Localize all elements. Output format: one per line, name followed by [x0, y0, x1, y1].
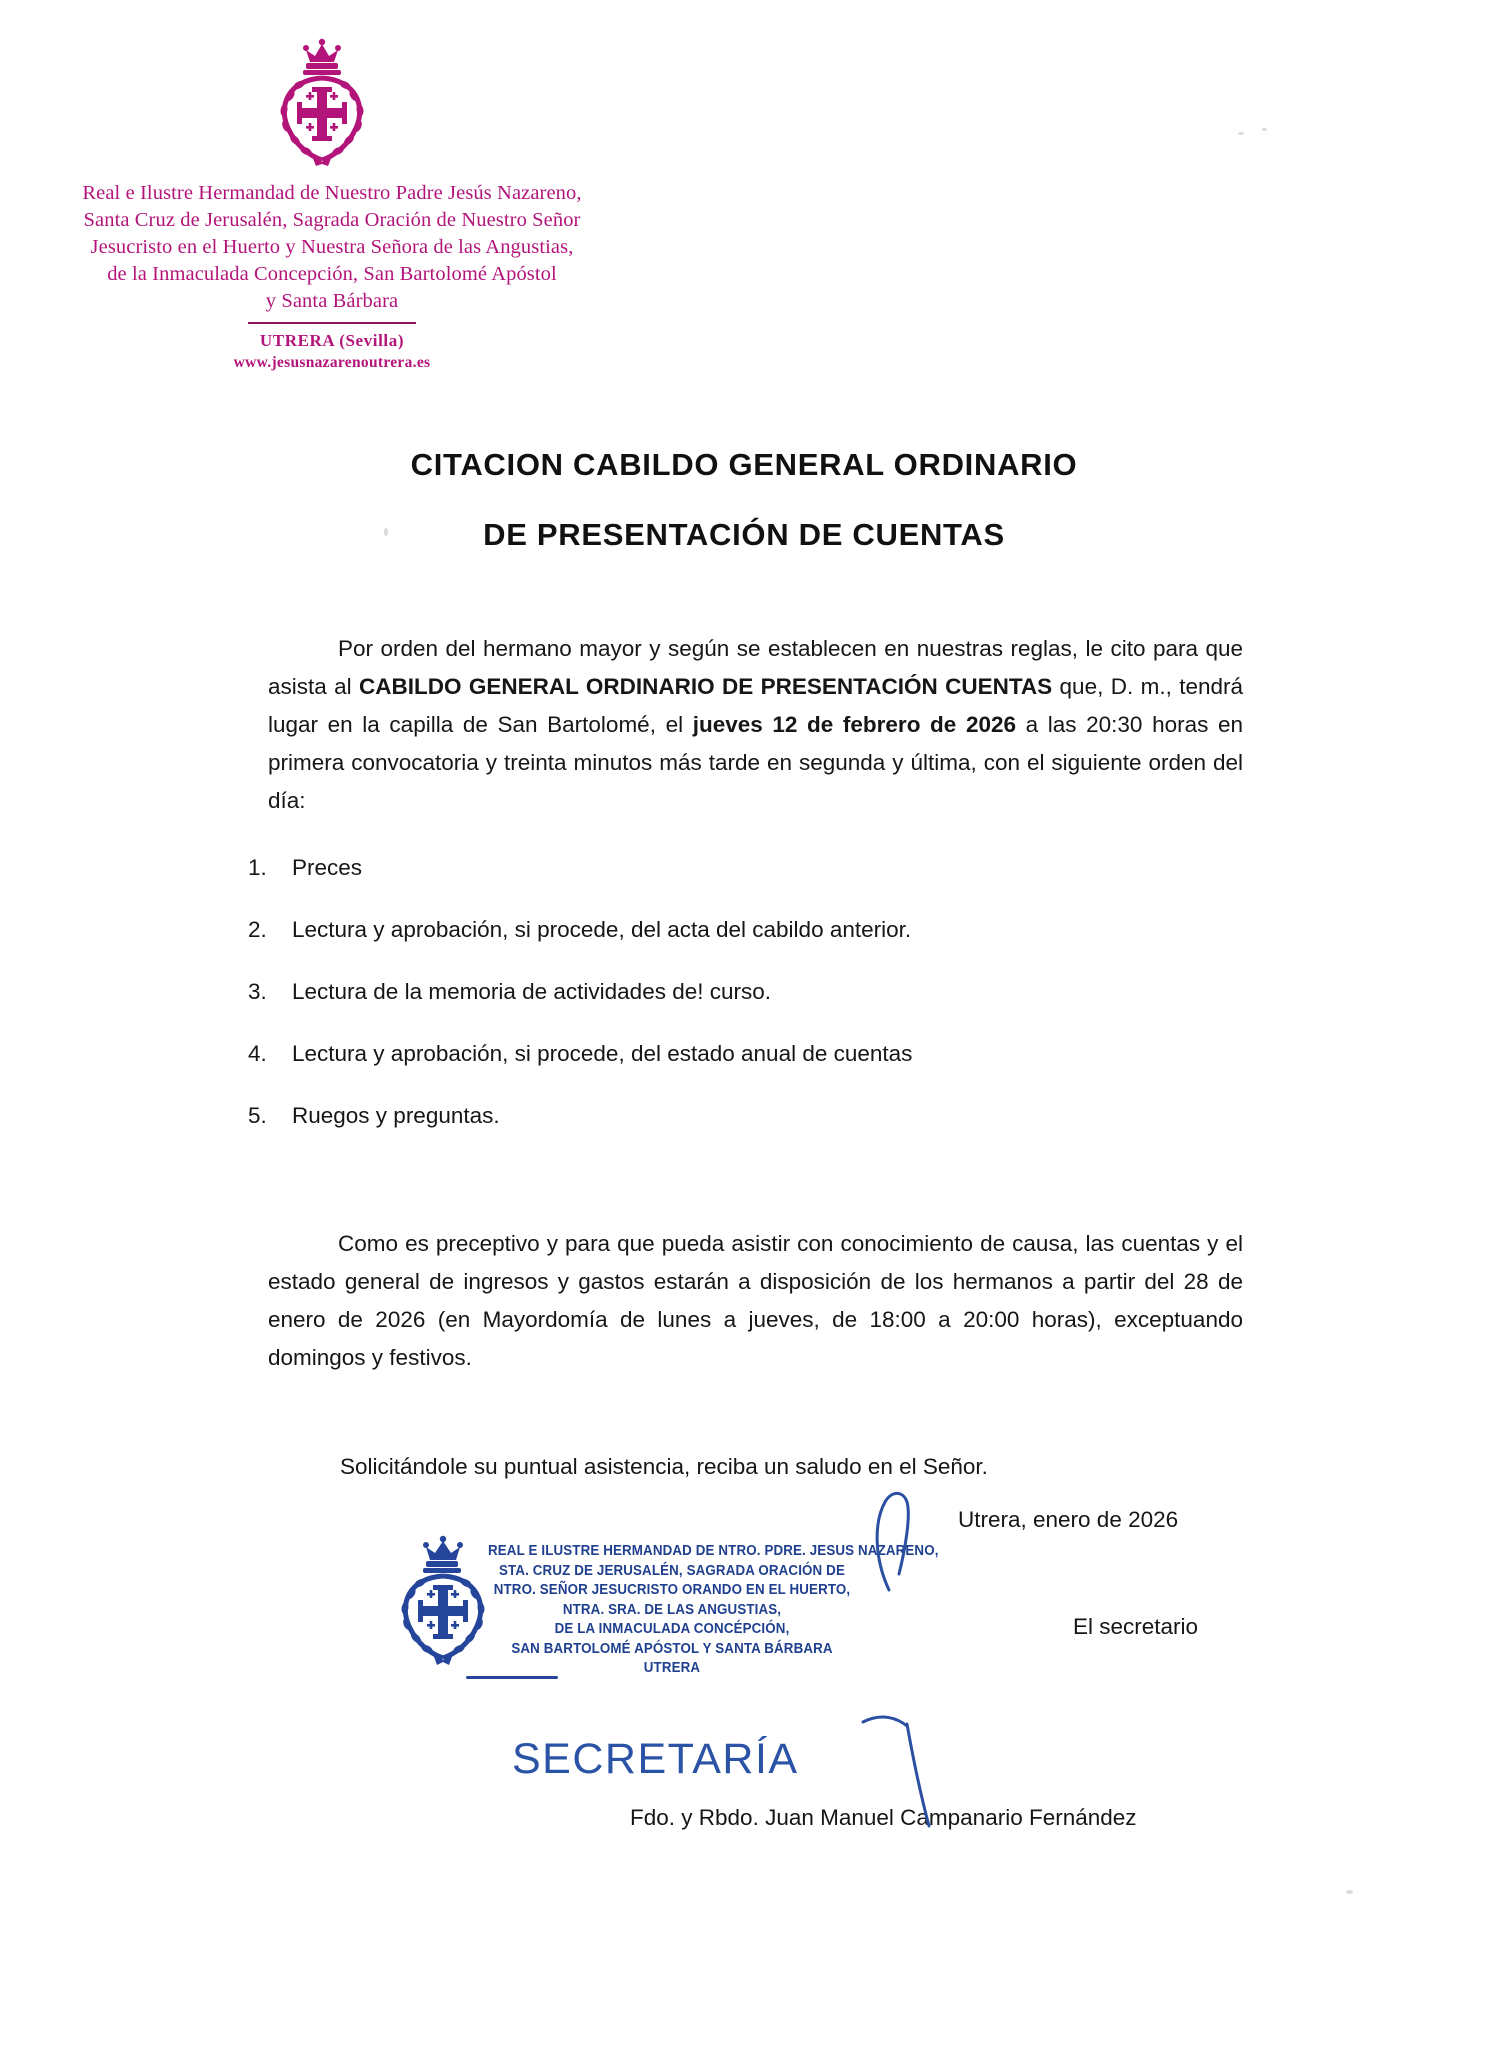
scan-artifact [384, 528, 388, 536]
agenda-item-number: 3. [248, 979, 267, 1004]
list-item [248, 1041, 1248, 1067]
agenda-item-text: Lectura y aprobación, si procede, del estado anual de cuentas [292, 1041, 913, 1066]
hermandad-name-line: Santa Cruz de Jerusalén, Sagrada Oración de Nuestro Señor [83, 209, 581, 231]
stamp-text-line: UTRERA [643, 1660, 701, 1676]
jerusalem-cross-crowned-crest-icon [266, 38, 398, 166]
stamp-text-line: STA. CRUZ DE JERUSALÉN, SAGRADA ORACIÓN DE [498, 1562, 845, 1579]
hermandad-name-line: Jesucristo en el Huerto y Nuestra Señora de las Angustias, [90, 236, 574, 258]
stamp-text-line: NTRA. SRA. DE LAS ANGUSTIAS, [562, 1601, 782, 1618]
hermandad-name-lines [72, 180, 592, 315]
agenda-item-number: 5. [248, 1103, 267, 1128]
stamp-underline-stroke [466, 1676, 558, 1679]
letterhead [72, 38, 592, 373]
closing-salutation: Solicitándole su puntual asistencia, reciba un saludo en el Señor. [340, 1454, 988, 1479]
agenda-item-number: 4. [248, 1041, 267, 1066]
stamp-text-line: REAL E ILUSTRE HERMANDAD DE NTRO. PDRE. JESUS NAZARENO, [488, 1543, 939, 1559]
scan-artifact [1238, 132, 1244, 135]
page-title-line-2: DE PRESENTACIÓN DE CUENTAS [483, 517, 1005, 552]
list-item [248, 917, 1248, 943]
convocation-paragraph-text: Por orden del hermano mayor y según se establecen en nuestras reglas, le cito para que asista al CABILDO GENERAL ORDINARIO DE PRESENTACIÓN CUENTAS que, D. m., tendrá lugar en la capilla de San Bartolomé, el jueves 12 de febrero de 2026 a las 20:30 horas en primera convocatoria y treinta minutos más tarde en segunda y última, con el siguiente orden del día: [268, 636, 1243, 813]
scan-artifact [1346, 1890, 1353, 1894]
agenda-item-text: Lectura de la memoria de actividades de! curso. [292, 979, 772, 1004]
convocation-paragraph [268, 630, 1243, 820]
agenda-item-number: 1. [248, 855, 267, 880]
list-item [248, 1103, 1248, 1129]
letterhead-city: UTRERA (Sevilla) [259, 331, 405, 350]
page-title-line-1: CITACION CABILDO GENERAL ORDINARIO [410, 447, 1078, 482]
official-stamp [388, 1528, 939, 1718]
hermandad-name-line: de la Inmaculada Concepción, San Bartolomé Apóstol [107, 263, 557, 285]
scan-artifact [1262, 128, 1267, 131]
signer-role-label: El secretario [1073, 1614, 1199, 1639]
place-and-date: Utrera, enero de 2026 [958, 1507, 1179, 1532]
accounts-availability-text: Como es preceptivo y para que pueda asistir con conocimiento de causa, las cuentas y el estado general de ingresos y gastos estarán a disposición de los hermanos a partir del 28 de enero de 2026 (en Mayordomía de lunes a jueves, de 18:00 a 20:00 horas), exceptuando domingos y festivos. [268, 1231, 1243, 1370]
agenda-list [248, 855, 1248, 1165]
stamp-text-lines [488, 1542, 939, 1679]
stamp-department-label: SECRETARÍA [512, 1735, 799, 1783]
stamp-text-line: NTRO. SEÑOR JESUCRISTO ORANDO EN EL HUERTO, [493, 1582, 851, 1598]
accounts-availability-paragraph [268, 1225, 1243, 1377]
letterhead-website[interactable]: www.jesusnazarenoutrera.es [233, 354, 431, 371]
signer-name: Fdo. y Rbdo. Juan Manuel Campanario Fernández [630, 1805, 1137, 1830]
hermandad-name-line: y Santa Bárbara [265, 290, 399, 312]
agenda-item-text: Ruegos y preguntas. [292, 1103, 500, 1128]
stamp-text-line: SAN BARTOLOMÉ APÓSTOL Y SANTA BÁRBARA [511, 1640, 833, 1657]
letterhead-divider [248, 322, 416, 324]
agenda-item-text: Preces [292, 855, 363, 880]
hermandad-name-line: Real e Ilustre Hermandad de Nuestro Padre Jesús Nazareno, [82, 182, 582, 204]
list-item [248, 979, 1248, 1005]
agenda-item-text: Lectura y aprobación, si procede, del acta del cabildo anterior. [292, 917, 912, 942]
stamp-text-line: DE LA INMACULADA CONCÉPCIÓN, [554, 1621, 790, 1637]
list-item [248, 855, 1248, 881]
agenda-item-number: 2. [248, 917, 267, 942]
